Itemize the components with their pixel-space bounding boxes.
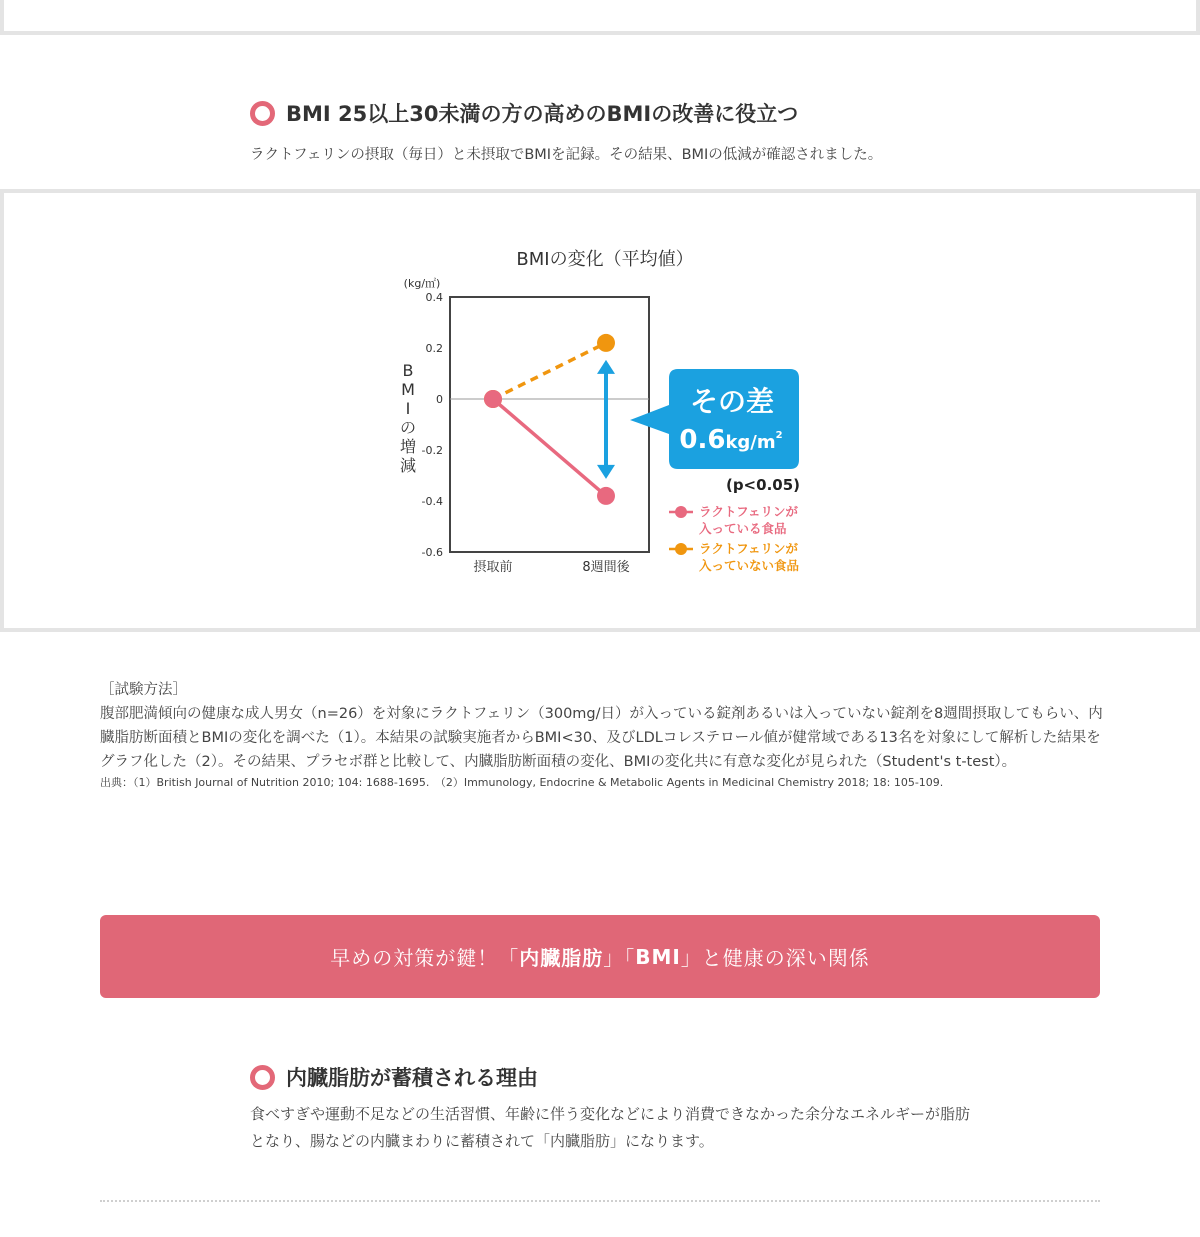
data-point (597, 334, 615, 352)
legend-label: ラクトフェリンが (699, 541, 799, 556)
y-axis-label-char: 減 (399, 456, 417, 475)
heading-text: 内臓脂肪が蓄積される理由 (286, 1066, 538, 1090)
series-line (493, 343, 606, 399)
banner-prefix: 早めの対策が鍵！「 (330, 946, 520, 970)
legend-label: ラクトフェリンが (699, 504, 799, 519)
y-tick-label: -0.6 (421, 546, 443, 559)
y-axis-label-char: B (402, 361, 414, 380)
y-tick-label: 0.4 (425, 291, 443, 304)
p-value: (p<0.05) (725, 476, 800, 494)
y-tick-label: 0 (436, 393, 443, 406)
legend-label: 入っている食品 (699, 521, 787, 536)
y-axis-label-char: I (405, 399, 411, 418)
legend-marker (675, 543, 687, 555)
series-line (493, 399, 606, 496)
x-category-label: 8週間後 (582, 560, 630, 575)
intro-text: ラクトフェリンの摂取（毎日）と未摂取でBMIを記録。その結果、BMIの低減が確認されました。 (250, 147, 883, 163)
test-method (100, 678, 1110, 792)
heading-text: BMI 25以上30未満の方の高めのBMIの改善に役立つ (286, 102, 799, 126)
x-category-label: 摂取前 (473, 560, 513, 575)
banner-middle: 」「 (603, 946, 636, 970)
ring-bullet-icon (250, 1065, 275, 1090)
y-tick-label: -0.4 (421, 495, 443, 508)
y-axis-label-char: M (401, 380, 415, 399)
dotted-divider (100, 1200, 1100, 1202)
y-axis-label-char: の (399, 418, 417, 437)
visceral-fat-text: 食べすぎや運動不足などの生活習慣、年齢に伴う変化などにより消費できなかった余分なエネルギーが脂肪となり、腸などの内臓まわりに蓄積されて「内臓脂肪」になります。 (250, 1105, 971, 1150)
y-axis-unit: (kg/㎡) (403, 277, 441, 290)
y-axis-label-char: 増 (399, 437, 417, 456)
banner-bold-visceral: 内臓脂肪 (519, 946, 604, 970)
method-text: 腹部肥満傾向の健康な成人男女（n=26）を対象にラクトフェリン（300mg/日）が入っている錠剤あるいは入っていない錠剤を8週間摂取してもらい、内臓脂肪断面積とBMIの変化を調べた（1）。本結果の試験実施者からBMI<30、及びLDLコレステロール値が健常域である13名を対象にして解析した結果をグラフ化した（2）。その結果、プラセボ群と比較して、内臓脂肪断面積の変化、BMIの変化共に有意な変化が見られた（Student's t-test）。 (100, 706, 1103, 770)
plot-area (450, 297, 649, 552)
key-banner (100, 915, 1100, 998)
y-tick-label: -0.2 (421, 444, 443, 457)
y-axis-label (400, 361, 416, 475)
method-label: ［試験方法］ (100, 682, 187, 698)
callout-title: その差 (689, 385, 775, 418)
banner-bold-bmi: BMI (635, 944, 681, 969)
legend-label: 入っていない食品 (699, 558, 800, 573)
banner-suffix: 」と健康の深い関係 (680, 946, 870, 970)
arrow-head-up-icon (597, 360, 615, 374)
y-tick-label: 0.2 (425, 342, 443, 355)
data-point (484, 390, 502, 408)
source-citation: 出典：（1）British Journal of Nutrition 2010; 104: 1688-1695. （2）Immunology, Endocrine & Metabolic Agents in Medicinal Chemistry 2018; 18: 105-109. (100, 776, 944, 789)
callout-value: $0.6kg/m^2$ (679, 425, 783, 455)
chart-title: BMIの変化（平均値） (516, 249, 694, 270)
data-point (597, 487, 615, 505)
arrow-head-down-icon (597, 465, 615, 479)
section-heading-visceral (250, 1062, 538, 1092)
legend-marker (675, 506, 687, 518)
